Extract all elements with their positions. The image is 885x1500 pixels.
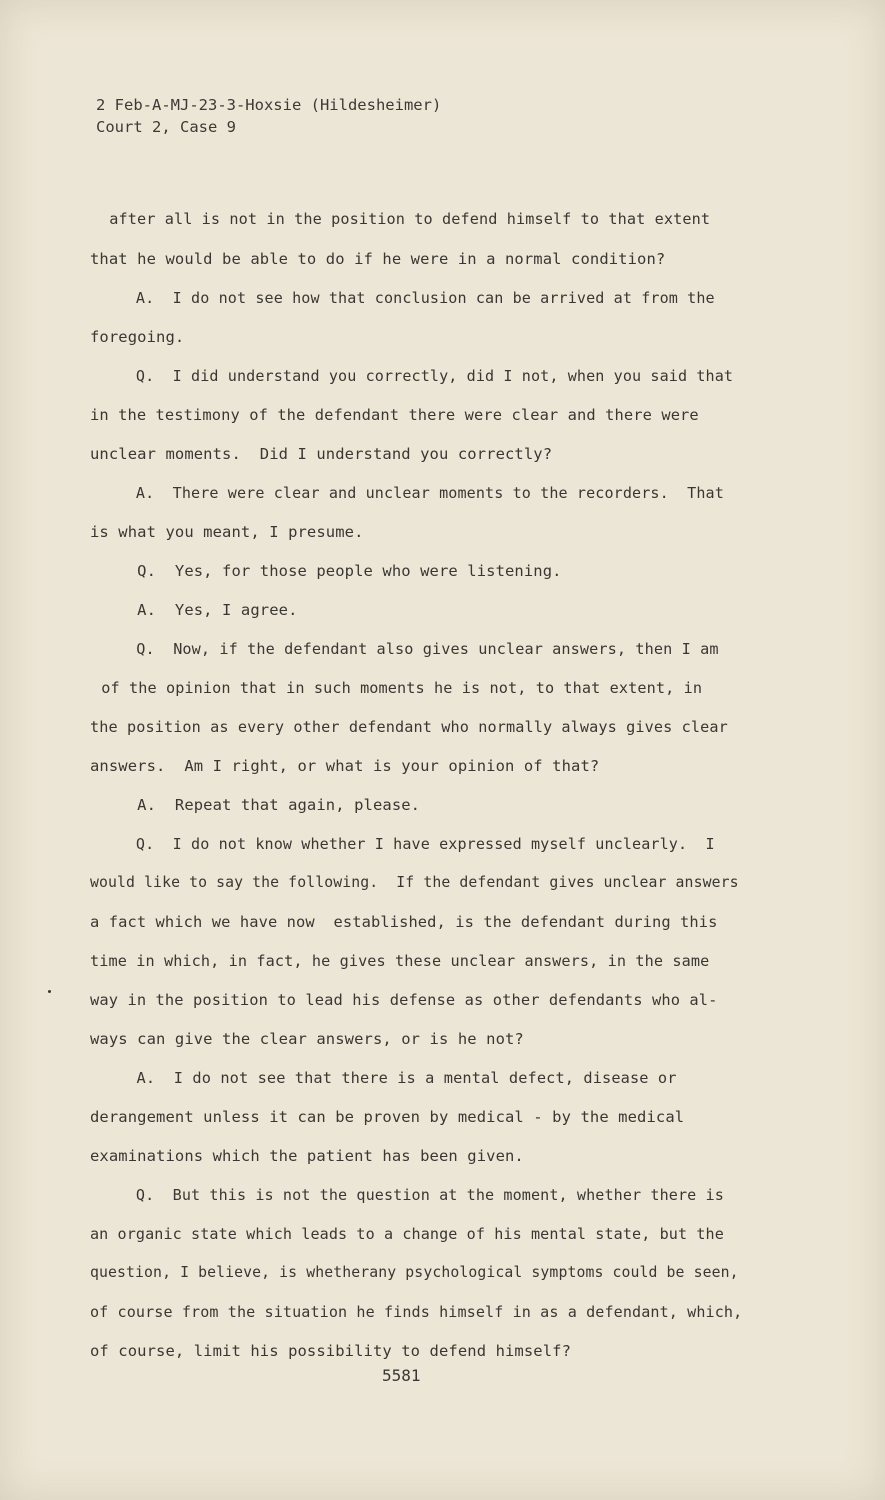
transcript-line: unclear moments. Did I understand you correctly? [90, 445, 553, 463]
transcript-line: would like to say the following. If the defendant gives unclear answers [90, 874, 739, 891]
transcript-line: A. I do not see that there is a mental defect, disease or [90, 1069, 677, 1087]
transcript-line: that he would be able to do if he were in a normal condition? [90, 250, 666, 268]
transcript-line: way in the position to lead his defense as other defendants who al- [90, 991, 718, 1009]
transcript-line: of course, limit his possibility to defend himself? [90, 1342, 572, 1360]
transcript-line: Q. But this is not the question at the moment, whether there is [90, 1186, 724, 1204]
transcript-line: A. Yes, I agree. [90, 601, 298, 619]
transcript-line: after all is not in the position to defend himself to that extent [100, 210, 711, 228]
transcript-line: a fact which we have now established, is the defendant during this [90, 913, 718, 931]
header-reference: 2 Feb-A-MJ-23-3-Hoxsie (Hildesheimer) [96, 96, 442, 114]
transcript-line: the position as every other defendant who normally always gives clear [90, 718, 728, 736]
transcript-line: foregoing. [90, 328, 185, 346]
transcript-line: Q. Yes, for those people who were listening. [90, 562, 562, 580]
transcript-line: question, I believe, is whetherany psychological symptoms could be seen, [90, 1264, 739, 1281]
transcript-line: an organic state which leads to a change of his mental state, but the [90, 1225, 724, 1243]
transcript-line: A. I do not see how that conclusion can be arrived at from the [90, 289, 715, 307]
transcript-line: in the testimony of the defendant there were clear and there were [90, 406, 699, 424]
transcript-line: ways can give the clear answers, or is he not? [90, 1030, 524, 1048]
document-header [96, 94, 441, 138]
transcript-line: Q. I did understand you correctly, did I not, when you said that [90, 367, 734, 385]
transcript-line: A. There were clear and unclear moments to the recorders. That [90, 484, 724, 502]
transcript-line: of course from the situation he finds himself in as a defendant, which, [90, 1303, 743, 1321]
transcript-line: A. Repeat that again, please. [90, 796, 421, 814]
header-court-case: Court 2, Case 9 [96, 118, 236, 136]
transcript-line: time in which, in fact, he gives these unclear answers, in the same [90, 952, 710, 970]
transcript-line: answers. Am I right, or what is your opinion of that? [90, 757, 600, 775]
transcript-line: is what you meant, I presume. [90, 523, 364, 541]
page-number: 5581 [382, 1366, 421, 1385]
ink-speck [48, 990, 51, 993]
transcript-line: examinations which the patient has been given. [90, 1147, 524, 1165]
transcript-line: Q. Now, if the defendant also gives unclear answers, then I am [90, 640, 719, 658]
transcript-line: Q. I do not know whether I have expressed myself unclearly. I [90, 835, 715, 853]
transcript-line: derangement unless it can be proven by medical - by the medical [90, 1108, 685, 1126]
transcript-line: of the opinion that in such moments he is not, to that extent, in [92, 679, 703, 697]
